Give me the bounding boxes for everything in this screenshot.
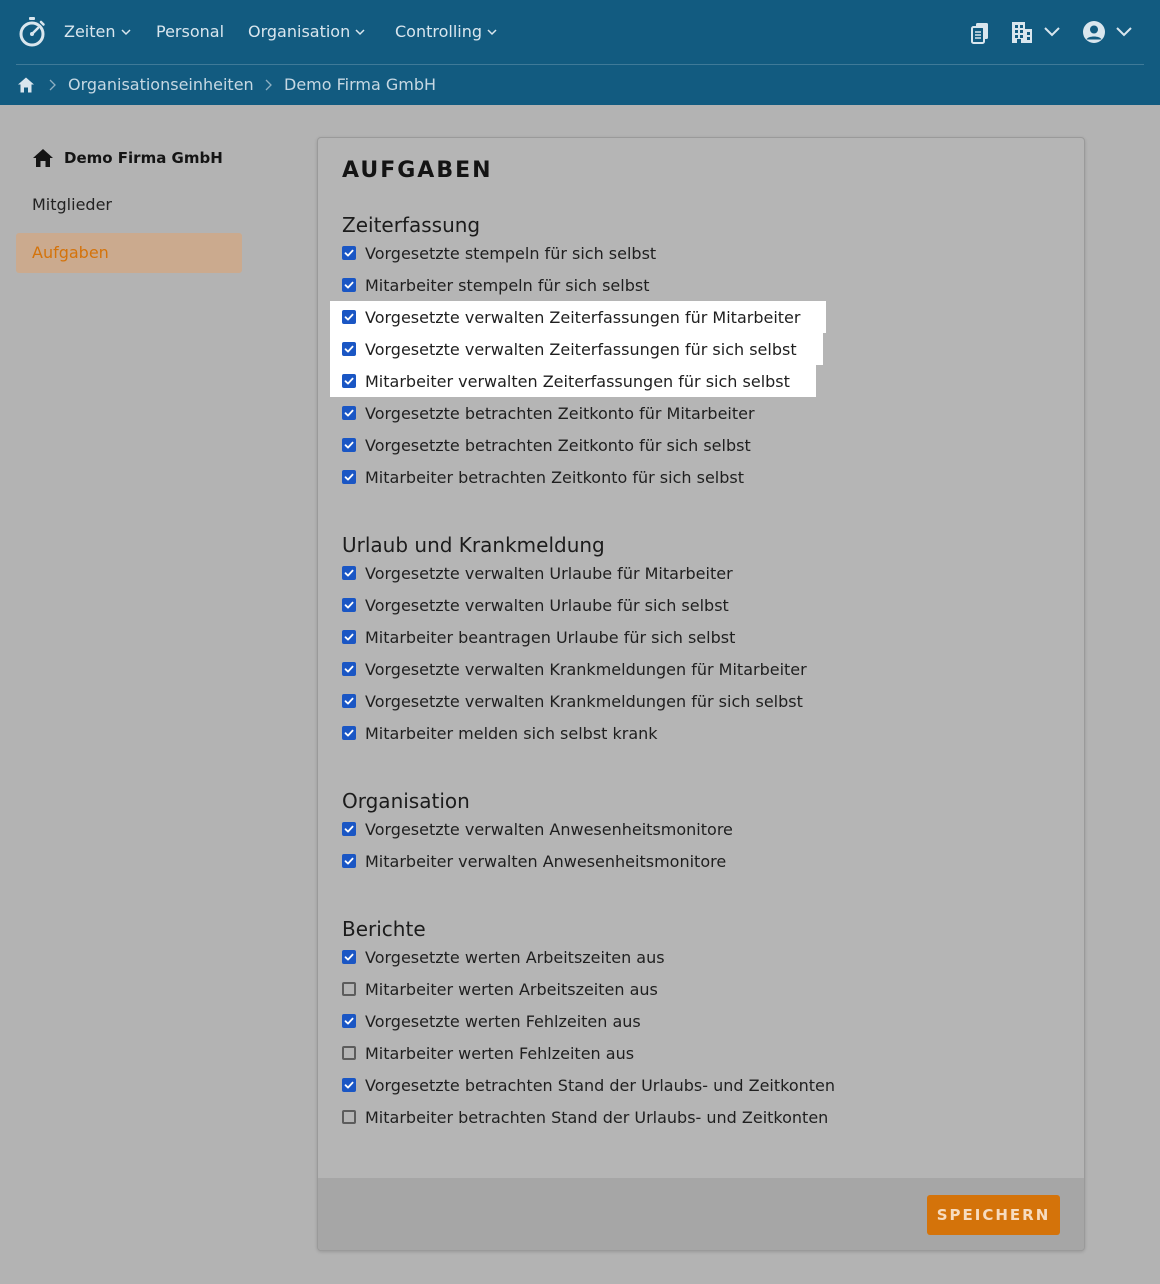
checkmark-icon (344, 824, 354, 834)
breadcrumb-demo-firma[interactable]: Demo Firma GmbH (284, 75, 437, 94)
checkmark-icon (344, 1080, 354, 1090)
checkbox-checked[interactable] (342, 310, 356, 324)
section-title: Zeiterfassung (342, 213, 481, 237)
checkbox-label: Vorgesetzte betrachten Zeitkonto für Mitarbeiter (365, 403, 755, 423)
checkmark-icon (344, 696, 354, 706)
checkbox-row[interactable] (330, 557, 759, 589)
checkmark-icon (344, 632, 354, 642)
section-title: Berichte (342, 917, 426, 941)
home-icon[interactable] (17, 76, 35, 94)
checkbox-row[interactable] (330, 653, 833, 685)
checkmark-icon (344, 472, 354, 482)
checkbox-row[interactable] (330, 685, 829, 717)
checkbox-row[interactable] (330, 1101, 854, 1133)
checkbox-row[interactable] (330, 397, 781, 429)
checkbox-checked[interactable] (342, 822, 356, 836)
checkmark-icon (344, 376, 354, 386)
checkbox-label: Vorgesetzte verwalten Anwesenheitsmonitore (365, 819, 733, 839)
checkbox-checked[interactable] (342, 598, 356, 612)
checkbox-unchecked[interactable] (342, 1110, 356, 1124)
checkbox-checked[interactable] (342, 406, 356, 420)
sidebar-item-aufgaben[interactable]: Aufgaben (16, 233, 242, 273)
checkmark-icon (344, 952, 354, 962)
aufgaben-card (317, 137, 1085, 1251)
nav-personal[interactable] (156, 21, 224, 43)
building-icon[interactable] (1010, 20, 1034, 44)
breadcrumb (0, 65, 1160, 105)
nav-personal-label: Personal (156, 22, 225, 41)
nav-organisation-label: Organisation (248, 22, 351, 41)
checkbox-row[interactable] (330, 621, 761, 653)
checkbox-label: Mitarbeiter werten Arbeitszeiten aus (365, 979, 658, 999)
checkbox-checked[interactable] (342, 278, 356, 292)
checkbox-label: Vorgesetzte werten Fehlzeiten aus (365, 1011, 641, 1031)
checkbox-label: Mitarbeiter verwalten Zeiterfassungen für sich selbst (365, 371, 790, 391)
checkbox-label: Vorgesetzte verwalten Zeiterfassungen für sich selbst (365, 339, 797, 359)
reports-icon[interactable] (969, 21, 991, 45)
nav-controlling-label: Controlling (395, 22, 483, 41)
card-title: AUFGABEN (342, 158, 493, 183)
checkbox-checked[interactable] (342, 1078, 356, 1092)
chevron-down-icon[interactable] (1115, 26, 1133, 38)
checkbox-label: Mitarbeiter stempeln für sich selbst (365, 275, 650, 295)
checkbox-label: Mitarbeiter betrachten Stand der Urlaubs- und Zeitkonten (365, 1107, 829, 1127)
checkbox-checked[interactable] (342, 246, 356, 260)
checkbox-row[interactable] (330, 589, 755, 621)
checkbox-unchecked[interactable] (342, 982, 356, 996)
checkbox-checked[interactable] (342, 854, 356, 868)
chevron-down-icon (120, 26, 132, 38)
checkbox-row[interactable] (330, 717, 684, 749)
checkbox-checked[interactable] (342, 438, 356, 452)
main-nav (0, 0, 1160, 64)
checkbox-label: Mitarbeiter beantragen Urlaube für sich selbst (365, 627, 736, 647)
checkbox-label: Vorgesetzte verwalten Krankmeldungen für Mitarbeiter (365, 659, 807, 679)
sidebar-title (32, 145, 223, 171)
checkbox-label: Mitarbeiter betrachten Zeitkonto für sich selbst (365, 467, 744, 487)
checkbox-label: Mitarbeiter werten Fehlzeiten aus (365, 1043, 635, 1063)
checkmark-icon (344, 568, 354, 578)
checkbox-checked[interactable] (342, 726, 356, 740)
checkbox-checked[interactable] (342, 694, 356, 708)
nav-zeiten-label: Zeiten (64, 22, 116, 41)
checkmark-icon (344, 600, 354, 610)
checkbox-row[interactable] (330, 941, 691, 973)
checkbox-label: Vorgesetzte verwalten Urlaube für Mitarbeiter (365, 563, 733, 583)
checkbox-row[interactable] (330, 813, 759, 845)
checkmark-icon (344, 856, 354, 866)
checkbox-checked[interactable] (342, 950, 356, 964)
checkbox-label: Vorgesetzte werten Arbeitszeiten aus (365, 947, 665, 967)
card-footer (318, 1178, 1085, 1251)
checkbox-unchecked[interactable] (342, 1046, 356, 1060)
checkbox-checked[interactable] (342, 342, 356, 356)
checkbox-checked[interactable] (342, 630, 356, 644)
checkbox-label: Vorgesetzte betrachten Stand der Urlaubs- und Zeitkonten (365, 1075, 836, 1095)
checkbox-checked[interactable] (342, 566, 356, 580)
checkbox-label: Vorgesetzte verwalten Urlaube für sich selbst (365, 595, 729, 615)
checkmark-icon (344, 344, 354, 354)
checkbox-row[interactable] (330, 1069, 861, 1101)
checkbox-row[interactable] (330, 429, 777, 461)
checkbox-checked[interactable] (342, 470, 356, 484)
chevron-down-icon[interactable] (1043, 26, 1061, 38)
checkbox-label: Mitarbeiter melden sich selbst krank (365, 723, 658, 743)
chevron-down-icon (354, 26, 366, 38)
sidebar-title-label: Demo Firma GmbH (64, 149, 223, 167)
checkbox-row[interactable] (330, 269, 675, 301)
checkbox-checked[interactable] (342, 1014, 356, 1028)
checkbox-label: Vorgesetzte verwalten Zeiterfassungen für Mitarbeiter (365, 307, 801, 327)
checkmark-icon (344, 1016, 354, 1026)
sidebar-item-mitglieder[interactable]: Mitglieder (32, 195, 112, 214)
chevron-right-icon (47, 79, 57, 91)
checkmark-icon (344, 664, 354, 674)
section-title: Organisation (342, 789, 470, 813)
checkmark-icon (344, 312, 354, 322)
checkmark-icon (344, 280, 354, 290)
chevron-right-icon (263, 79, 273, 91)
save-button[interactable]: SPEICHERN (927, 1195, 1060, 1235)
checkmark-icon (344, 408, 354, 418)
breadcrumb-organisationseinheiten[interactable]: Organisationseinheiten (68, 75, 254, 94)
nav-zeiten[interactable] (64, 21, 132, 43)
checkbox-row[interactable] (330, 365, 816, 397)
checkbox-label: Vorgesetzte stempeln für sich selbst (365, 243, 657, 263)
checkbox-label: Mitarbeiter verwalten Anwesenheitsmonitore (365, 851, 727, 871)
checkbox-row[interactable] (330, 1037, 660, 1069)
checkbox-row[interactable] (330, 845, 752, 877)
checkbox-row[interactable] (330, 461, 770, 493)
checkbox-row[interactable] (330, 973, 684, 1005)
checkbox-checked[interactable] (342, 662, 356, 676)
user-account-icon[interactable] (1082, 20, 1106, 44)
section-title: Urlaub und Krankmeldung (342, 533, 605, 557)
checkbox-label: Vorgesetzte betrachten Zeitkonto für sich selbst (365, 435, 751, 455)
checkmark-icon (344, 440, 354, 450)
home-icon (32, 148, 54, 168)
checkbox-row[interactable] (330, 301, 826, 333)
checkbox-label: Vorgesetzte verwalten Krankmeldungen für sich selbst (365, 691, 803, 711)
checkmark-icon (344, 728, 354, 738)
stopwatch-logo-icon[interactable] (17, 16, 47, 48)
checkbox-row[interactable] (330, 237, 682, 269)
checkbox-checked[interactable] (342, 374, 356, 388)
top-navigation-bar (0, 0, 1160, 105)
checkbox-row[interactable] (330, 333, 823, 365)
chevron-down-icon (486, 26, 498, 38)
nav-controlling[interactable] (395, 21, 498, 43)
checkmark-icon (344, 248, 354, 258)
checkbox-row[interactable] (330, 1005, 667, 1037)
nav-organisation[interactable] (248, 21, 366, 43)
